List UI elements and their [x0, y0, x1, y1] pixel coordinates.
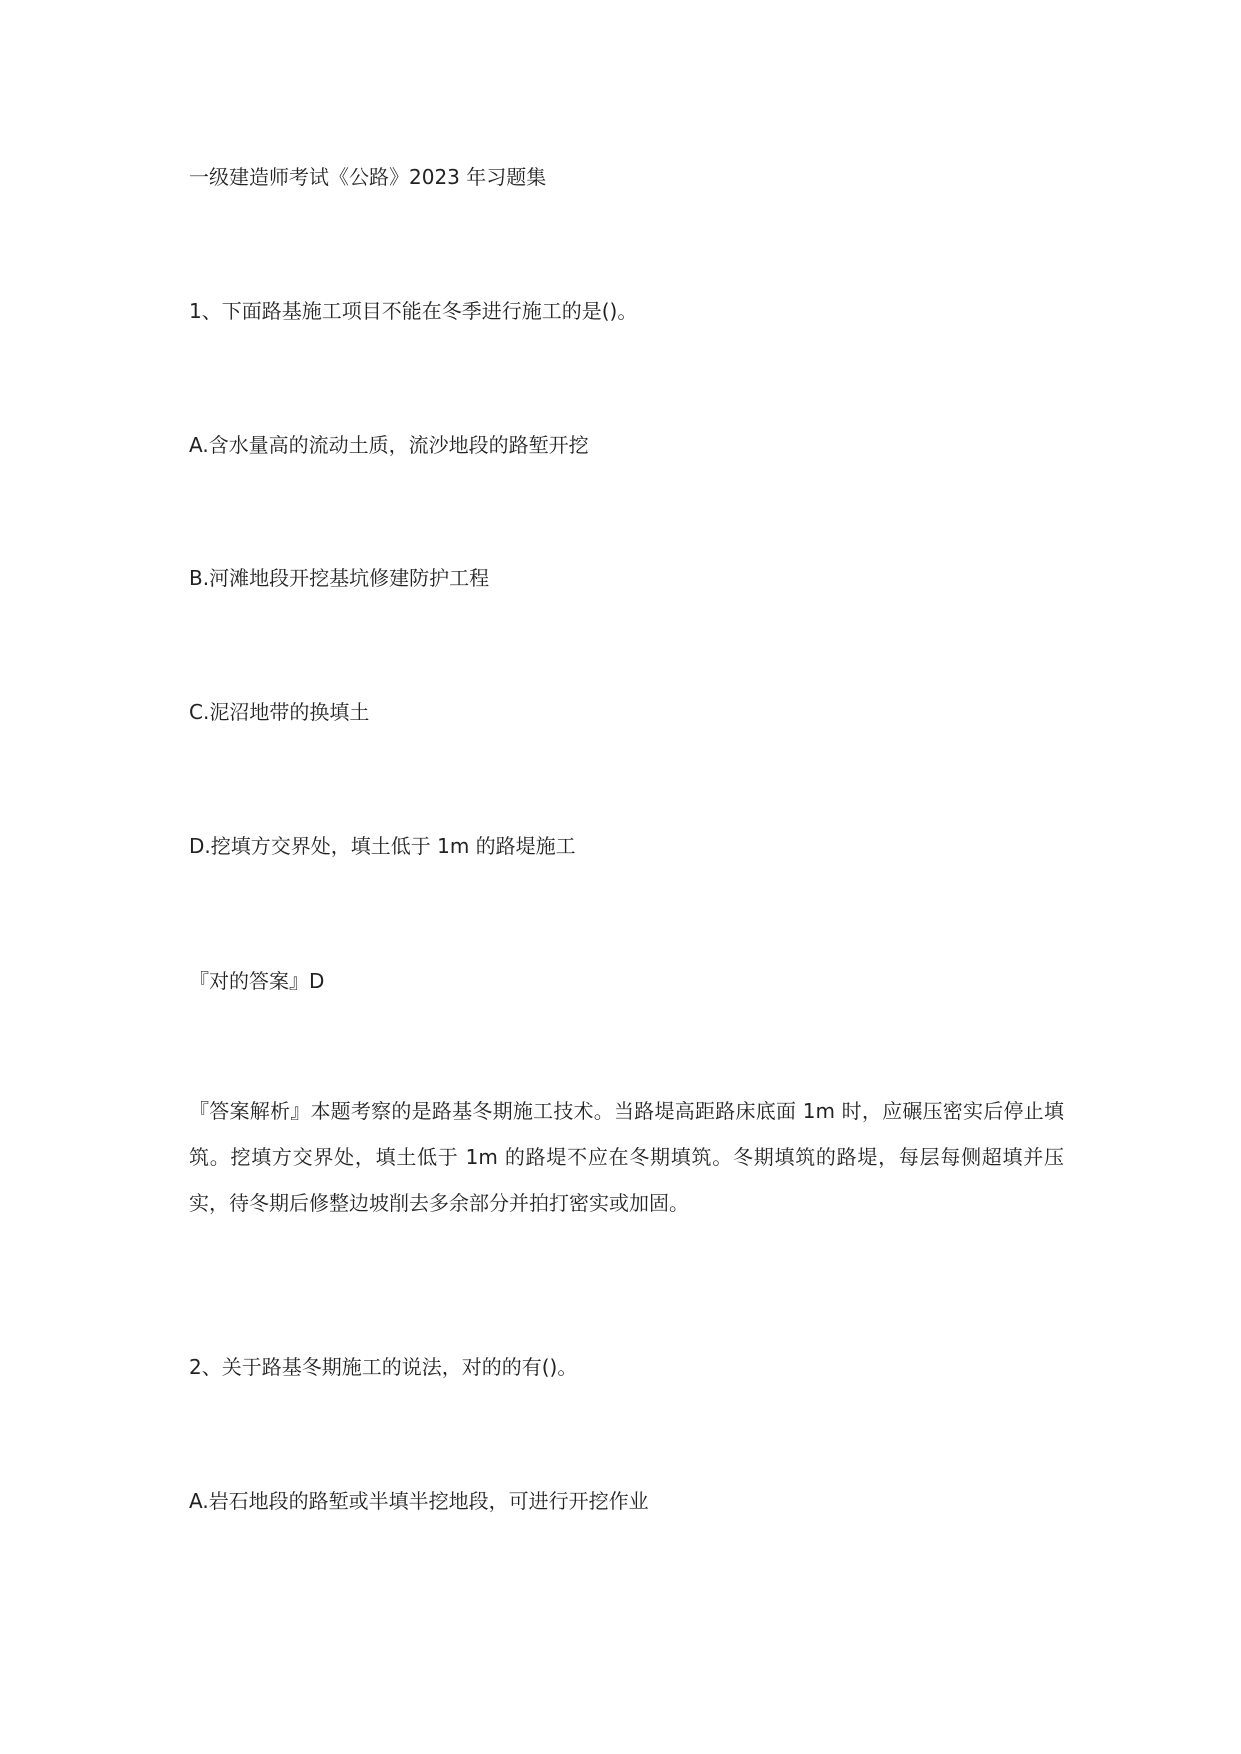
question-1-option-d: D.挖填方交界处，填土低于 1m 的路堤施工: [189, 834, 576, 858]
question-1-text: 1、下面路基施工项目不能在冬季进行施工的是()。: [189, 299, 638, 323]
document-title: 一级建造师考试《公路》2023 年习题集: [189, 165, 547, 189]
question-1-option-a: A.含水量高的流动土质，流沙地段的路堑开挖: [189, 433, 589, 457]
question-1-option-b: B.河滩地段开挖基坑修建防护工程: [189, 566, 490, 590]
question-1-explanation: 『答案解析』本题考察的是路基冬期施工技术。当路堤高距路床底面 1m 时，应碾压密实后停止填筑。挖填方交界处，填土低于 1m 的路堤不应在冬期填筑。冬期填筑的路堤，每层每侧超填并压实，待冬期后修整边坡削去多余部分并拍打密实或加固。: [189, 1099, 1064, 1215]
question-2-text: 2、关于路基冬期施工的说法，对的的有()。: [189, 1355, 578, 1379]
question-1-answer: 『对的答案』D: [189, 969, 325, 993]
question-1-option-c: C.泥沼地带的换填土: [189, 700, 370, 724]
question-2-option-a: A.岩石地段的路堑或半填半挖地段，可进行开挖作业: [189, 1489, 649, 1513]
